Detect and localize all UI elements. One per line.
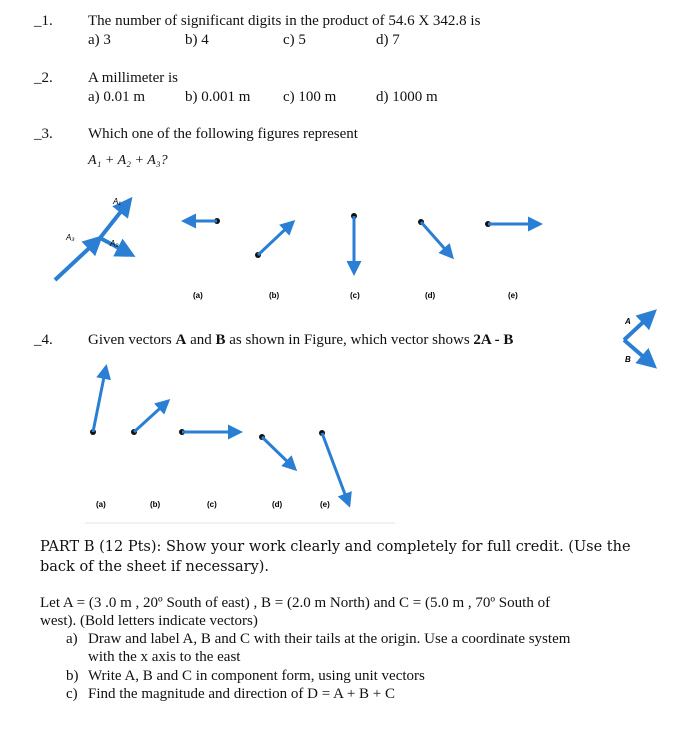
question-2-option-b: b) 0.001 m (185, 89, 251, 105)
question-3-figure (0, 180, 697, 305)
part-b-given: Let A = (3 .0 m , 20º South of east) , B = (2.0 m North) and C = (5.0 m , 70º South of west). (Bold letters indicate vectors) (40, 595, 551, 629)
label-vector-a: A (625, 317, 631, 326)
question-4-figure (0, 355, 697, 525)
figure-option-e (485, 221, 540, 227)
question-4-number: _4. (34, 332, 53, 348)
task-letter: b) (66, 668, 79, 684)
figure-option-a (184, 218, 220, 224)
figure-label-d: (d) (425, 291, 436, 300)
question-4-text: Given vectors A and B as shown in Figure, which vector shows 2A - B (88, 332, 514, 348)
task-text: Draw and label A, B and C with their tails at the origin. Use a coordinate system (88, 631, 571, 647)
label-a1: A₁ (113, 197, 121, 206)
question-3-formula: A₁ + A₂ + A₃? (88, 153, 168, 168)
figure-option-c (351, 213, 357, 273)
q4-figure-label-e: (e) (320, 500, 330, 509)
part-b-task-a-line2: with the x axis to the east (88, 649, 241, 665)
question-1-option-a: a) 3 (88, 32, 111, 48)
question-1-number: _1. (34, 13, 53, 29)
q4-figure-option-d (259, 434, 295, 469)
part-b-task-b (66, 667, 425, 685)
question-1-option-b: b) 4 (185, 32, 209, 48)
question-1-option-d: d) 7 (376, 32, 400, 48)
question-2-text: A millimeter is (88, 70, 178, 86)
label-vector-b: B (625, 355, 631, 364)
figure-option-b (255, 222, 293, 258)
arrow-d (421, 222, 452, 257)
q4-figure-option-a (90, 367, 106, 435)
arrow-b (134, 401, 168, 432)
question-2-number: _2. (34, 70, 53, 86)
task-text: Find the magnitude and direction of D = A + B + C (88, 686, 396, 702)
q4-figure-label-c: (c) (207, 500, 217, 509)
q4-figure-option-b (131, 401, 168, 435)
question-2-option-d: d) 1000 m (376, 89, 438, 105)
task-letter: a) (66, 631, 78, 647)
vector-sum-diagram (55, 197, 132, 280)
arrow-e (322, 433, 349, 505)
q4-figure-label-d: (d) (272, 500, 283, 509)
question-3-number: _3. (34, 126, 53, 142)
figure-option-d (418, 219, 452, 257)
question-3-text: Which one of the following figures represent (88, 126, 358, 142)
question-2-option-a: a) 0.01 m (88, 89, 146, 105)
vector-a3-arrow (55, 238, 100, 280)
part-b-task-c (66, 685, 395, 703)
arrow-b (258, 222, 293, 255)
question-1-option-c: c) 5 (283, 32, 306, 48)
figure-label-b: (b) (269, 291, 280, 300)
label-a3: A₃ (66, 233, 75, 242)
q4-figure-option-c (179, 429, 240, 435)
arrow-a (93, 367, 106, 432)
part-b-task-a (66, 630, 570, 648)
figure-label-c: (c) (350, 291, 360, 300)
label-a2: A₂ (110, 239, 119, 248)
task-letter: c) (66, 686, 78, 702)
task-text: Write A, B and C in component form, using unit vectors (88, 668, 425, 684)
question-2-option-c: c) 100 m (283, 89, 337, 105)
question-1-text: The number of significant digits in the product of 54.6 X 342.8 is (88, 13, 481, 29)
figure-label-e: (e) (508, 291, 518, 300)
figure-label-a: (a) (193, 291, 203, 300)
q4-figure-label-a: (a) (96, 500, 106, 509)
q4-figure-label-b: (b) (150, 500, 161, 509)
arrow-d (262, 437, 295, 469)
q4-figure-option-e (319, 430, 349, 505)
part-b-heading: PART B (12 Pts): Show your work clearly and completely for full credit. (Use the back of the sheet if necessary). (40, 539, 631, 575)
